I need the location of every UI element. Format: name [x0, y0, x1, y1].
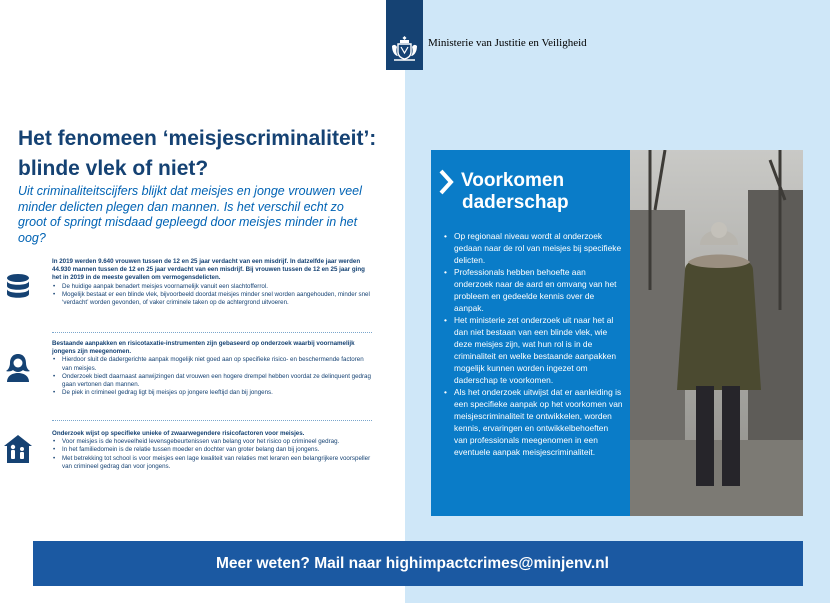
prevention-box: [431, 150, 630, 516]
girl-icon: [3, 352, 33, 382]
bullet-list: [52, 283, 372, 308]
section-lead: In 2019 werden 9.640 vrouwen tussen de 12 en 25 jaar verdacht van een misdrijf. In datzelfde jaar werden 44.930 mannen tussen de 12 en 25 jaar verdacht van een misdrijf. Bij vrouwen tussen de 12 en 25 jaar ging het in 2019 in de meeste gevallen om vermogensdelicten.: [52, 258, 365, 282]
footer-bar-left: [33, 541, 200, 586]
section-divider: [52, 332, 372, 333]
section-lead: Bestaande aanpakken en risicotaxatie-instrumenten zijn gebaseerd op onderzoek waarbij voornamelijk jongens zijn meegenomen.: [52, 340, 355, 356]
list-item: • Hierdoor sluit de dadergerichte aanpak mogelijk niet goed aan op specifieke risico- en beschermende factoren van meisjes.: [52, 356, 372, 372]
list-item: • Onderzoek biedt daarnaast aanwijzingen dat vrouwen een hogere drempel hebben voordat ze delinquent gedrag gaan vertonen dan mannen.: [52, 373, 372, 389]
box-list-item: • Op regionaal niveau wordt al onderzoek gedaan naar de rol van meisjes bij specifieke delicten.: [443, 230, 623, 266]
page-title: Het fenomeen ‘meisjescriminaliteit’: blinde vlek of niet?: [18, 127, 377, 180]
bullet-list: [52, 356, 372, 397]
list-item: • In het familiedomein is de relatie tussen moeder en dochter van groter belang dan bij jongens.: [52, 446, 372, 454]
box-bullet-list: [443, 230, 623, 458]
page-subtitle: Uit criminaliteitscijfers blijkt dat meisjes en jonge vrouwen veel minder delicten plegen dan mannen. Is het verschil echt zo groot of springt misdaad gepleegd door meisjes minder in het oog?: [18, 184, 362, 245]
section-body: [52, 258, 372, 307]
list-item: • De huidige aanpak benadert meisjes voornamelijk vanuit een slachtofferrol.: [52, 283, 372, 291]
ministry-name: Ministerie van Justitie en Veiligheid: [428, 37, 587, 49]
box-list-item: • Als het onderzoek uitwijst dat er aanleiding is een specifieke aanpak op het voorkomen van meisjescriminaliteit te ontwikkelen, worden kennis, ervaringen en ontwikkelbehoeften van professionals meegenomen in een eventuele aanpak meisjescriminaliteit.: [443, 386, 623, 458]
section-lead: Onderzoek wijst op specifieke unieke of zwaarwegendere risicofactoren voor meisjes.: [52, 430, 305, 437]
bullet-list: [52, 438, 372, 471]
list-item: • Mogelijk bestaat er een blinde vlek, bijvoorbeeld doordat meisjes minder snel worden aangehouden, minder snel ‘verdacht’ worden gevonden, of vaker criminele taken op de achtergrond uitvoeren.: [52, 291, 372, 307]
coat-of-arms-icon: [390, 34, 419, 64]
girl-photo: [630, 150, 803, 516]
photo-illustration: [630, 150, 803, 516]
list-item: • De piek in crimineel gedrag ligt bij meisjes op jongere leeftijd dan bij jongens.: [52, 389, 372, 397]
box-title-line: Voorkomen: [461, 170, 565, 191]
section-body: [52, 340, 372, 397]
box-title: [461, 170, 569, 214]
chevron-right-icon: [438, 169, 456, 195]
list-item: • Met betrekking tot school is voor meisjes een lage kwaliteit van relaties met leraren een belangrijkere voorspeller van crimineel gedrag dan voor jongens.: [52, 455, 372, 471]
contact-email-text[interactable]: Meer weten? Mail naar highimpactcrimes@minjenv.nl: [216, 555, 609, 572]
government-logo: [386, 0, 423, 70]
box-list-item: • Het ministerie zet onderzoek uit naar het al dan niet bestaan van een blinde vlek, wie deze meisjes zijn, wat hun rol is in de criminaliteit en welke bestaande aanpakken mogelijk kunnen worden ingezet om daderschap te voorkomen.: [443, 314, 623, 386]
family-home-icon: [3, 434, 33, 464]
contact-footer: [200, 541, 803, 586]
box-list-item: • Professionals hebben behoefte aan onderzoek naar de aard en omvang van het probleem en gedeelde kennis over de aanpak.: [443, 266, 623, 314]
section-divider: [52, 420, 372, 421]
box-title-line: daderschap: [462, 192, 569, 213]
list-item: • Voor meisjes is de hoeveelheid levensgebeurtenissen van belang voor het risico op crimineel gedrag.: [52, 438, 372, 446]
database-icon: [3, 272, 33, 302]
section-body: [52, 430, 372, 471]
